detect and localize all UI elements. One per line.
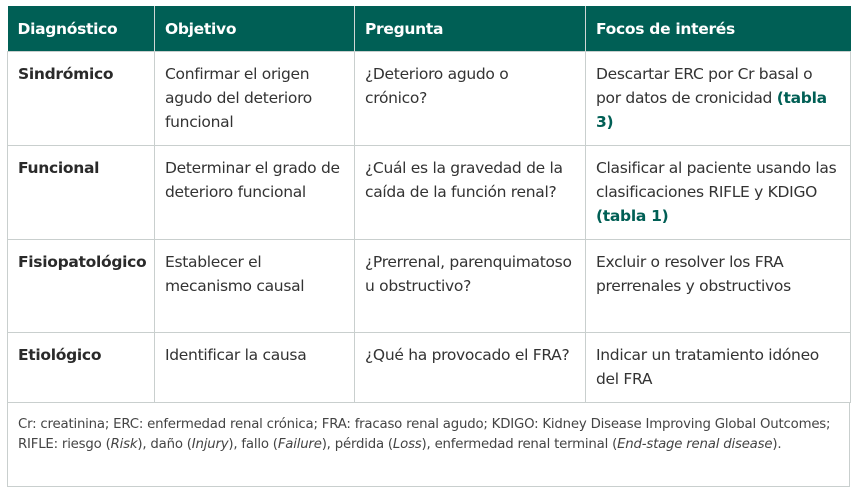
table-container: [7, 6, 850, 487]
row-diagnostico: Fisiopatológico: [8, 240, 155, 333]
header-pregunta: Pregunta: [355, 6, 586, 52]
row-pregunta: ¿Qué ha provocado el FRA?: [355, 333, 586, 403]
footnote-text: ).: [772, 437, 782, 452]
row-diagnostico: Sindrómico: [8, 52, 155, 146]
focos-text: Descartar ERC por Cr basal o por datos de cronicidad: [596, 65, 813, 107]
table-row: [8, 333, 851, 403]
table-reference-link[interactable]: (tabla 1): [596, 207, 669, 225]
diagnosis-table: [7, 6, 851, 403]
footnote-text: Cr: creatinina; ERC: enfermedad renal crónica; FRA: fracaso renal agudo; KDIGO: Kidney Disease Improving Global Outcomes; RIFLE: riesgo (: [18, 417, 831, 452]
row-focos: Indicar un tratamiento idóneo del FRA: [586, 333, 851, 403]
row-diagnostico: Funcional: [8, 146, 155, 240]
row-objetivo: Determinar el grado de deterioro funcional: [155, 146, 355, 240]
header-focos: Focos de interés: [586, 6, 851, 52]
row-focos: [586, 52, 851, 146]
footnote-term: Risk: [110, 437, 138, 452]
table-row: [8, 240, 851, 333]
header-diagnostico: Diagnóstico: [8, 6, 155, 52]
row-pregunta: ¿Cuál es la gravedad de la caída de la función renal?: [355, 146, 586, 240]
row-pregunta: ¿Prerrenal, parenquimatoso u obstructivo?: [355, 240, 586, 333]
table-row: [8, 146, 851, 240]
focos-text: Clasificar al paciente usando las clasificaciones RIFLE y KDIGO: [596, 159, 837, 201]
row-diagnostico: Etiológico: [8, 333, 155, 403]
table-row: [8, 52, 851, 146]
row-objetivo: Confirmar el origen agudo del deterioro funcional: [155, 52, 355, 146]
table-reference-link[interactable]: (tabla 3): [596, 89, 827, 131]
footnote-term: Failure: [277, 437, 322, 452]
row-objetivo: Establecer el mecanismo causal: [155, 240, 355, 333]
footnote-term: End-stage renal disease: [617, 437, 773, 452]
footnote-term: Loss: [392, 437, 422, 452]
header-objetivo: Objetivo: [155, 6, 355, 52]
table-footnote: [7, 403, 850, 487]
footnote-term: Injury: [191, 437, 229, 452]
row-pregunta: ¿Deterioro agudo o crónico?: [355, 52, 586, 146]
footnote-text: ), fallo (: [228, 437, 278, 452]
table-header-row: [8, 6, 851, 52]
row-focos: Excluir o resolver los FRA prerrenales y obstructivos: [586, 240, 851, 333]
row-focos: [586, 146, 851, 240]
footnote-text: ), daño (: [137, 437, 192, 452]
row-objetivo: Identificar la causa: [155, 333, 355, 403]
footnote-text: ), enfermedad renal terminal (: [421, 437, 618, 452]
footnote-text: ), pérdida (: [321, 437, 393, 452]
